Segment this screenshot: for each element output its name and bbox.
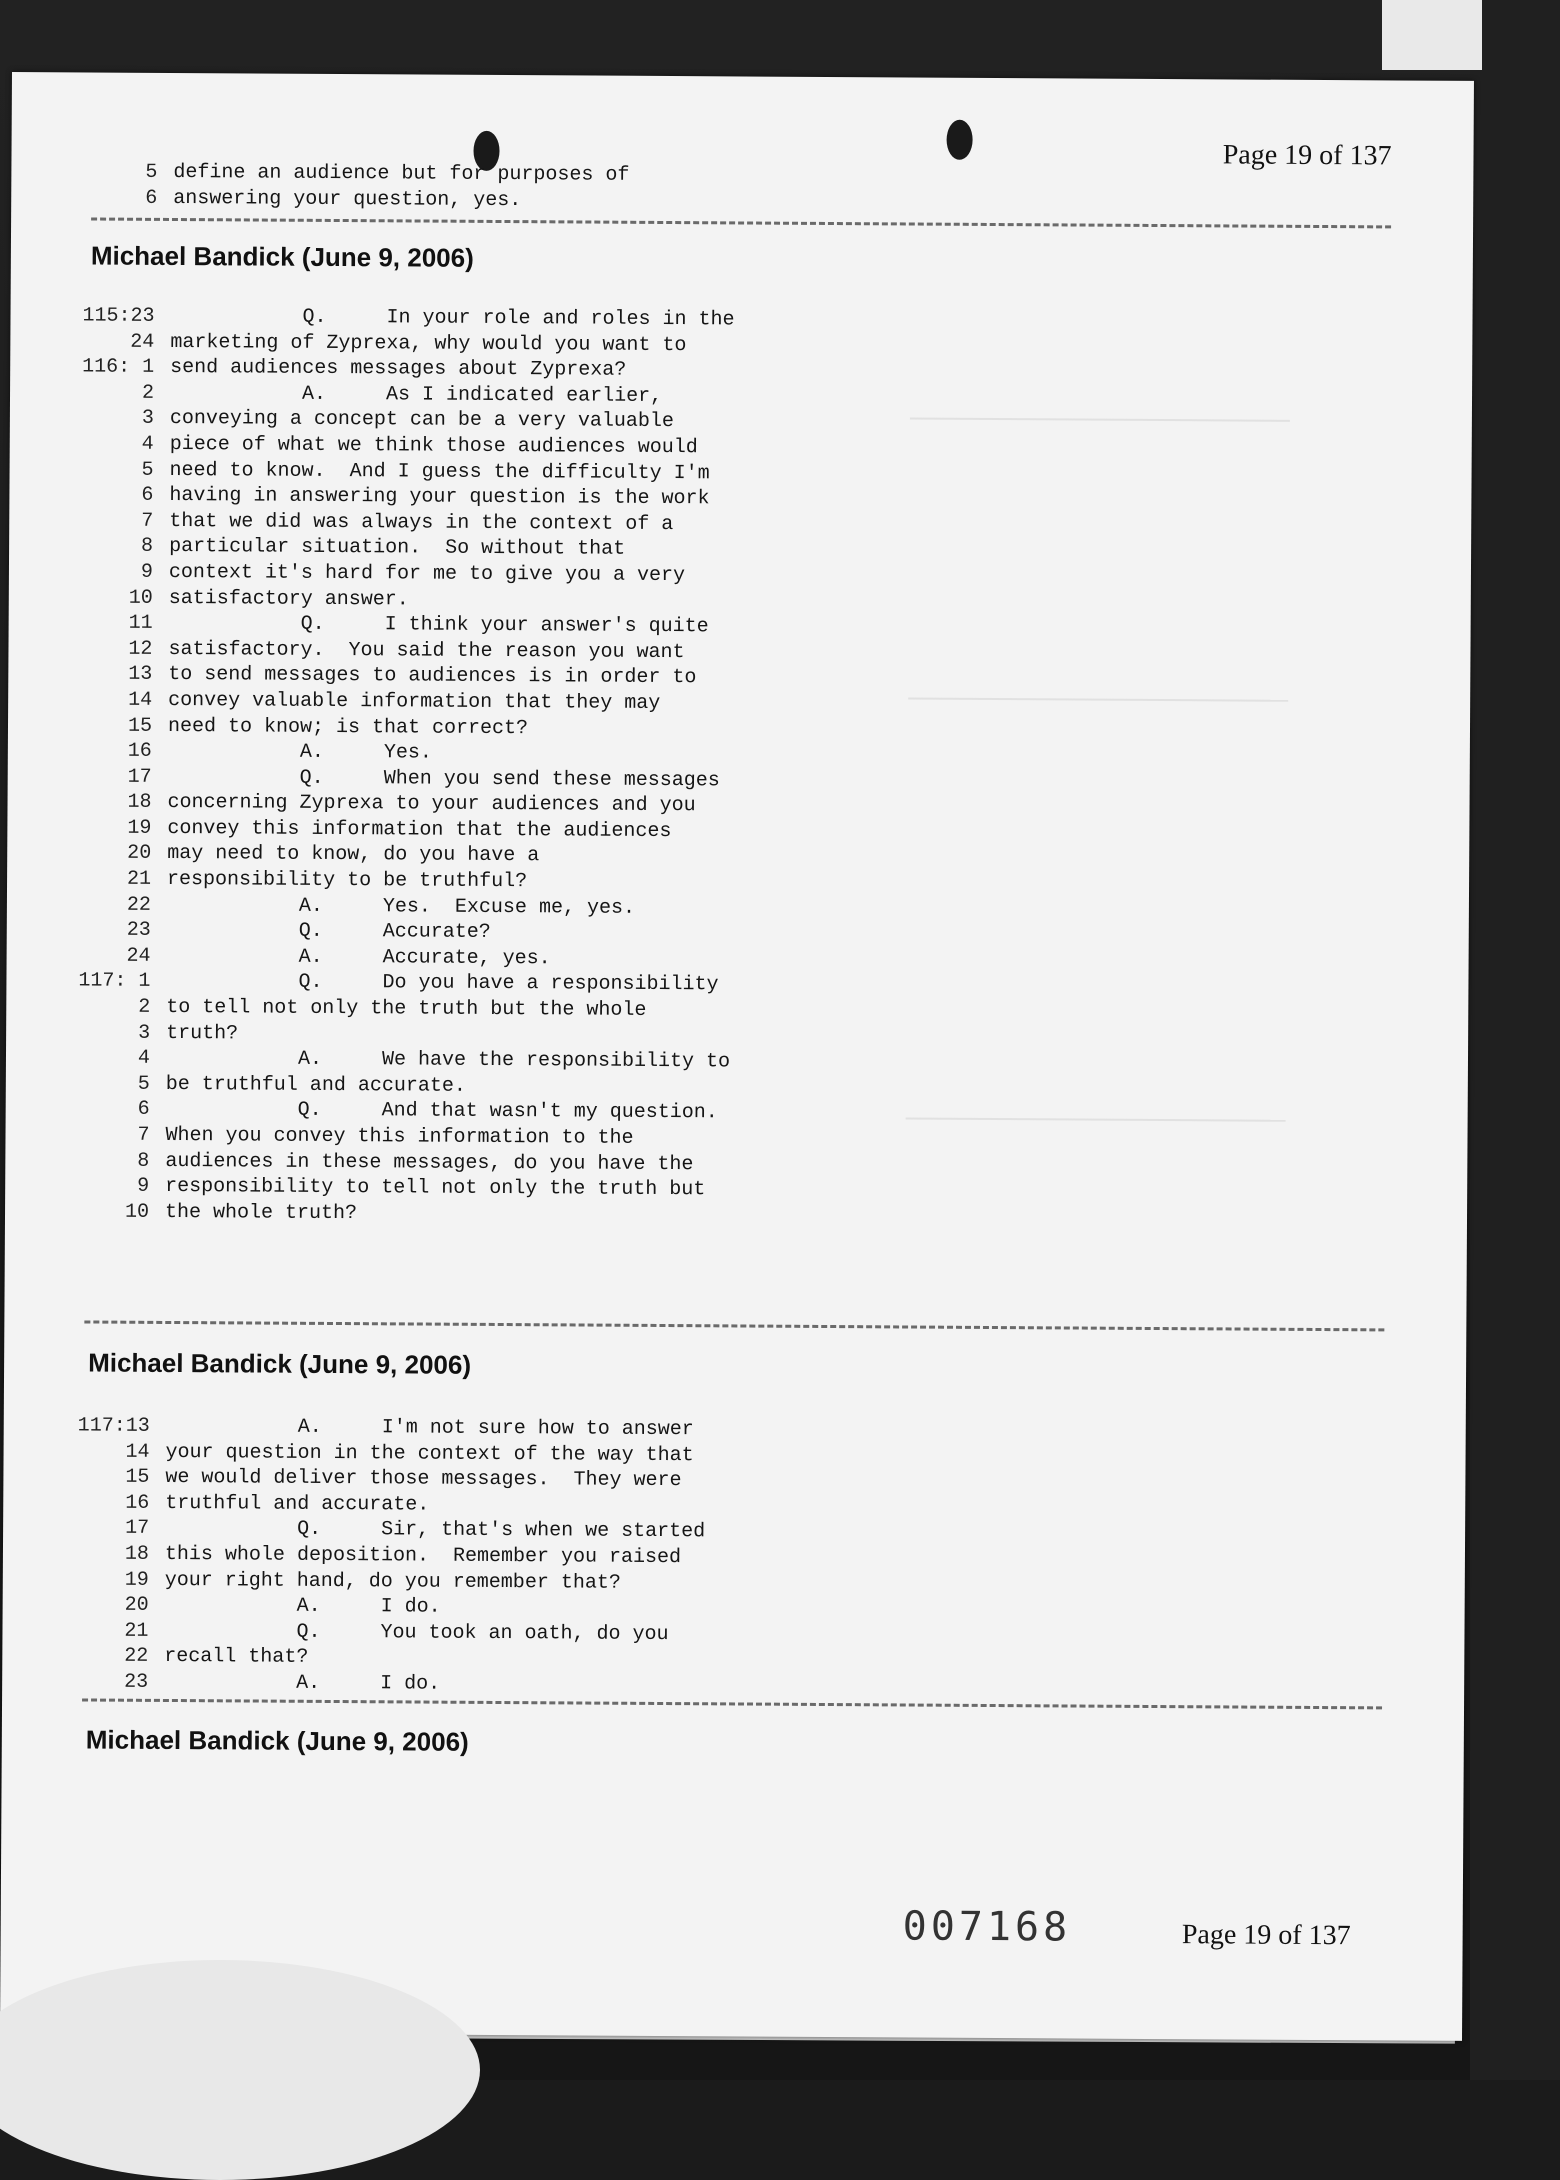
line-number: 20 [124,1593,149,1618]
line-text: answering your question, yes. [173,186,522,212]
line-number: 21 [126,867,152,891]
punch-hole-right [946,120,972,160]
line-number: 7 [141,509,154,533]
line-text: to send messages to audiences is in order to [168,663,697,690]
line-text: this whole deposition. Remember you raised [164,1542,682,1570]
line-number: 24 [130,330,155,354]
line-text: your question in the context of the way that [165,1440,694,1467]
line-number: 13 [128,663,153,687]
transcript-line [68,381,734,411]
line-text: Q. Accurate? [166,919,491,945]
line-number: 115:23 [82,304,155,328]
line-text: having in answering your question is the work [169,484,710,511]
line-number: 23 [124,1670,149,1694]
line-number: 8 [141,535,154,559]
line-number: 9 [137,1174,150,1199]
transcript-line [63,1491,705,1521]
transcript-line [63,1466,705,1496]
section-separator [82,1698,1382,1713]
line-text: context it's hard for me to give you a very [168,560,686,588]
transcript-line [63,1200,729,1230]
transcript-line [67,560,733,590]
line-text: Q. Do you have a responsibility [166,970,719,997]
line-number: 7 [137,1123,150,1147]
line-text: satisfactory answer. [168,586,409,611]
line-text: Q. And that wasn't my question. [165,1098,718,1125]
transcript-line [63,1517,705,1547]
bleed-through-text [906,1117,1286,1121]
transcript-line [68,432,734,462]
line-number: 19 [127,816,152,840]
transcript-line [63,1568,705,1598]
line-number: 4 [141,432,154,456]
line-text: Q. When you send these messages [167,765,720,793]
transcript-line [64,1414,706,1444]
line-number: 15 [125,1465,150,1490]
line-text: responsibility to tell not only the truth but [165,1175,706,1202]
line-text: A. I'm not sure how to answer [165,1414,694,1442]
line-number: 15 [127,714,153,738]
line-text: A. Yes. [167,740,432,765]
line-text: A. We have the responsibility to [165,1047,731,1074]
line-text: be truthful and accurate. [165,1072,466,1098]
line-text: truthful and accurate. [165,1491,430,1517]
transcript-line [62,1670,704,1700]
line-text: A. As I indicated earlier, [169,381,663,408]
line-number: 22 [124,1645,149,1669]
line-number: 117:13 [77,1414,150,1438]
line-number: 18 [127,791,152,815]
transcript-line [67,611,733,641]
line-number: 5 [141,458,154,482]
transcript-line [68,330,734,360]
line-number: 12 [128,637,153,661]
line-text: need to know; is that correct? [167,714,529,740]
line-text: send audiences messages about Zyprexa? [170,356,627,382]
bleed-through-text [910,417,1290,421]
transcript-line [62,1619,704,1649]
line-number: 9 [140,560,154,584]
section-heading: Michael Bandick (June 9, 2006) [90,240,474,273]
transcript-line [63,1593,705,1623]
line-number: 2 [141,381,155,405]
line-text: truth? [166,1021,239,1046]
line-number: 5 [137,1072,150,1096]
transcript-line [67,484,733,514]
transcript-line [63,1175,729,1205]
transcript-line [63,1440,705,1470]
transcript-line [71,186,629,215]
line-number: 4 [137,1047,151,1071]
line-number: 3 [138,1021,151,1045]
transcript-line [68,407,734,437]
line-text: conveying a concept can be a very valuable [169,407,675,434]
transcript-line [67,586,733,616]
line-number: 2 [138,995,151,1019]
line-number: 17 [127,765,152,789]
line-number: 18 [124,1542,150,1566]
line-text: need to know. And I guess the difficulty I'm [169,458,710,485]
line-number: 3 [141,407,154,431]
line-number: 6 [145,186,158,210]
line-text: piece of what we think those audiences would [169,432,698,460]
line-number: 16 [125,1491,150,1515]
line-number: 14 [128,688,153,712]
line-text: we would deliver those messages. They were [165,1466,682,1493]
section-separator [91,217,1391,232]
transcript-line [67,535,733,565]
line-number: 16 [127,739,152,763]
line-text: satisfactory. You said the reason you want [168,637,685,664]
transcript-line [62,1645,704,1675]
line-number: 116: 1 [82,355,155,380]
line-text: to tell not only the truth but the whole [166,995,647,1022]
line-text: may need to know, do you have a [167,842,540,868]
line-text: convey this information that the audiences [167,816,672,843]
line-text: marketing of Zyprexa, why would you want to [170,330,687,357]
line-text: Q. You took an oath, do you [164,1619,669,1646]
line-number: 11 [128,611,153,635]
background-paper-edge [1382,0,1482,70]
line-text: convey valuable information that they may [168,688,661,715]
line-number: 10 [128,586,153,610]
line-text: Q. Sir, that's when we started [165,1517,706,1544]
line-text: A. I do. [164,1594,441,1619]
background-surface [1470,0,1560,2080]
line-number: 8 [137,1149,150,1173]
top-fragment [71,160,629,215]
line-text: A. I do. [164,1670,441,1696]
transcript-block-2 [62,1414,706,1699]
line-text: audiences in these messages, do you have the [165,1149,694,1176]
page-number-bottom: Page 19 of 137 [1181,1919,1351,1952]
line-text: that we did was always in the context of a [169,509,674,536]
line-number: 17 [125,1517,150,1541]
section-heading: Michael Bandick (June 9, 2006) [88,1347,472,1380]
line-number: 21 [124,1619,149,1643]
line-number: 10 [124,1200,150,1224]
line-number: 22 [126,893,151,917]
line-number: 20 [127,842,152,866]
document-page [0,72,1474,2041]
section-heading: Michael Bandick (June 9, 2006) [85,1724,469,1757]
page-number-top: Page 19 of 137 [1222,139,1392,172]
bates-number: 007168 [902,1903,1072,1951]
transcript-line [68,356,734,386]
line-text: Q. In your role and roles in the [170,304,735,332]
line-text: define an audience but for purposes of [173,160,630,187]
line-number: 117: 1 [78,969,151,994]
transcript-line [67,509,733,539]
line-number: 23 [126,918,151,943]
line-text: A. Yes. Excuse me, yes. [166,893,636,920]
line-number: 6 [141,483,154,508]
transcript-line [66,637,732,667]
line-text: your right hand, do you remember that? [164,1568,621,1595]
line-text: A. Accurate, yes. [166,944,551,971]
line-number: 5 [145,160,158,184]
line-number: 19 [124,1568,149,1592]
section-separator [84,1320,1384,1335]
line-text: concerning Zyprexa to your audiences and you [167,791,696,818]
line-number: 14 [125,1440,150,1464]
line-text: When you convey this information to the [165,1123,634,1150]
line-number: 6 [137,1098,150,1122]
line-text: responsibility to be truthful? [166,868,528,894]
transcript-line [67,458,733,488]
transcript-line [66,663,732,693]
transcript-line [71,160,629,189]
line-text: the whole truth? [164,1200,358,1225]
line-text: Q. I think your answer's quite [168,612,709,639]
line-text: particular situation. So without that [169,535,626,562]
line-text: recall that? [164,1645,309,1670]
bleed-through-text [908,697,1288,701]
line-number: 24 [126,944,151,968]
transcript-line [63,1542,705,1572]
transcript-block-1 [63,304,735,1229]
